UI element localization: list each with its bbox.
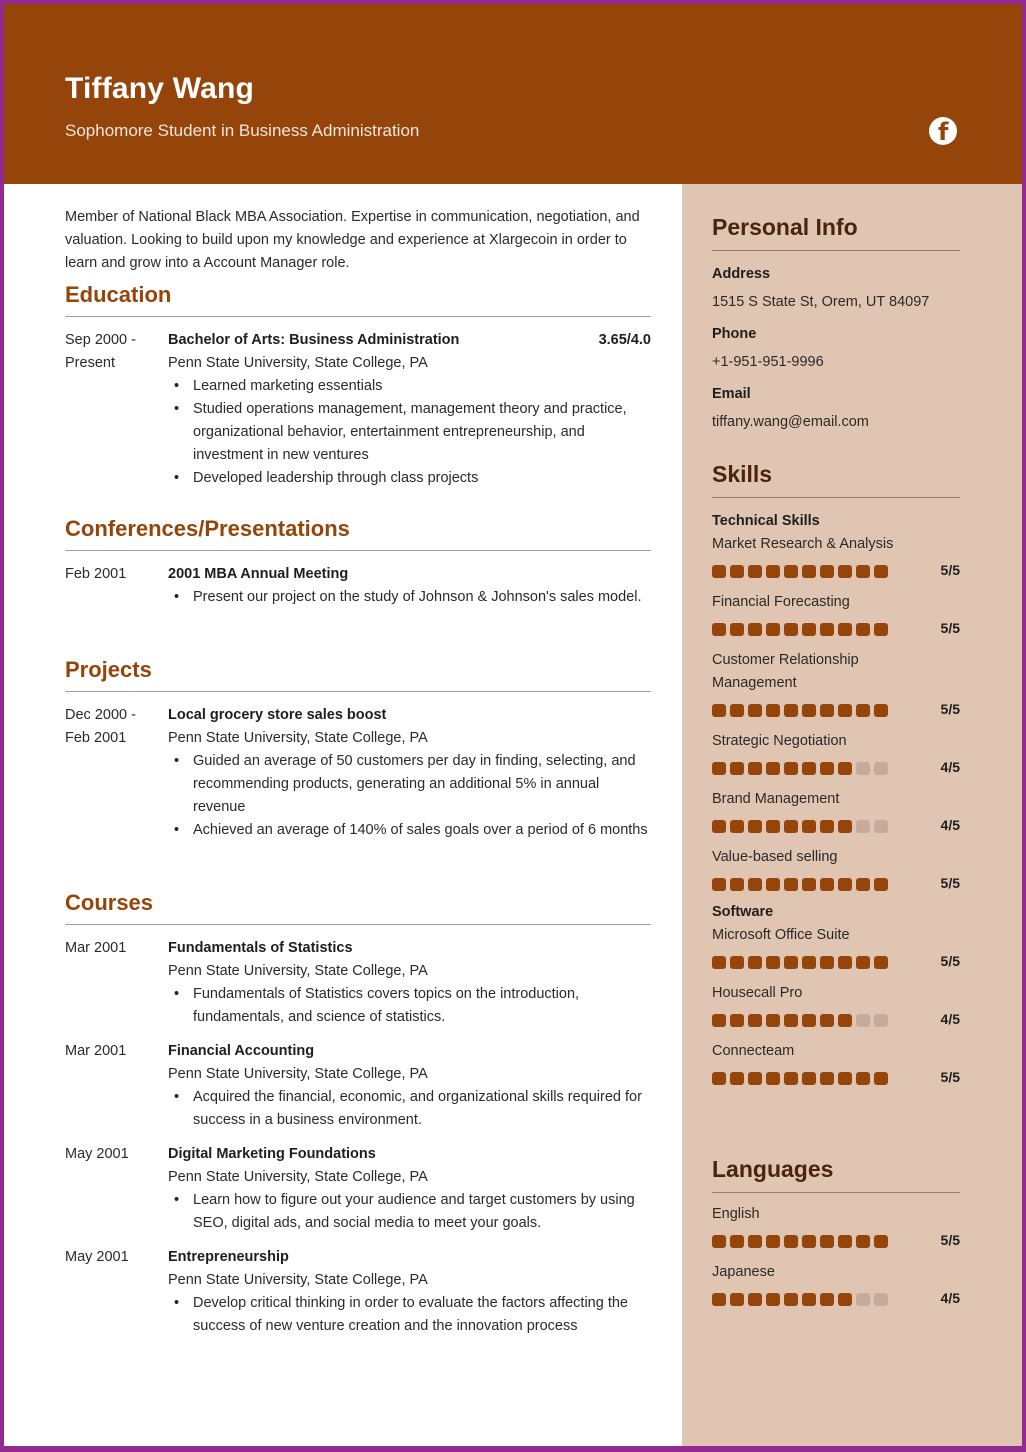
course-entry [65,1040,651,1132]
entry-location: Penn State University, State College, PA [168,1169,428,1185]
skill-name: Strategic Negotiation [712,733,847,749]
rating-dot-filled [748,762,762,775]
skill-rating [712,701,960,719]
rating-dot-filled [712,1014,726,1027]
entry-bullets [168,1086,651,1132]
bullet-item: • Develop critical thinking in order to evaluate the factors affecting the success of new venture creation and the innovation process [168,1292,651,1338]
project-entry [65,704,651,842]
skill-name: English [712,1206,760,1222]
entry-location: Penn State University, State College, PA [168,355,428,371]
skill-item [712,533,960,580]
rating-dot-empty [874,1014,888,1027]
entry-date: Mar 2001 [65,940,127,956]
skill-score: 5/5 [940,953,960,969]
rating-dot-filled [874,565,888,578]
rating-dot-filled [766,623,780,636]
section-title: Education [65,282,172,307]
entry-location: Penn State University, State College, PA [168,730,428,746]
section-divider [712,1192,960,1193]
rating-dot-filled [784,956,798,969]
rating-dots [712,878,888,891]
sidebar [682,184,1022,1446]
entry-title: Fundamentals of Statistics [168,940,353,956]
rating-dot-filled [856,623,870,636]
rating-dot-empty [856,1293,870,1306]
entry-title: Entrepreneurship [168,1249,289,1265]
skill-name: Market Research & Analysis [712,536,894,552]
skill-rating [712,1232,960,1250]
rating-dot-filled [712,762,726,775]
rating-dot-filled [712,820,726,833]
skill-rating [712,562,960,580]
rating-dot-filled [838,1014,852,1027]
rating-dot-filled [838,1293,852,1306]
rating-dot-filled [766,1235,780,1248]
courses-section [65,890,651,1338]
rating-dot-filled [784,820,798,833]
education-entry [65,329,651,490]
rating-dot-filled [730,820,744,833]
rating-dots [712,1235,888,1248]
section-title: Courses [65,890,154,915]
rating-dot-filled [712,1235,726,1248]
bullet-item: • Achieved an average of 140% of sales goals over a period of 6 months [168,819,651,842]
sidebar-section-title: Languages [712,1156,834,1182]
rating-dot-filled [802,565,816,578]
rating-dot-filled [856,878,870,891]
rating-dot-filled [820,762,834,775]
entry-title: Bachelor of Arts: Business Administration [168,332,460,348]
rating-dot-filled [802,878,816,891]
entry-date: Dec 2000 - Feb 2001 [65,707,136,746]
rating-dot-filled [820,704,834,717]
entry-title: Digital Marketing Foundations [168,1146,376,1162]
rating-dot-filled [766,1072,780,1085]
sidebar-section-title: Skills [712,461,773,487]
languages-section [712,1156,960,1308]
rating-dot-filled [784,1235,798,1248]
rating-dot-filled [730,878,744,891]
personal-info-section [712,214,960,431]
rating-dot-filled [802,1293,816,1306]
rating-dot-filled [820,623,834,636]
bullet-item: • Fundamentals of Statistics covers topics on the introduction, fundamentals, and science of statistics. [168,983,651,1029]
rating-dot-filled [784,704,798,717]
skill-name: Housecall Pro [712,985,803,1001]
skill-name: Brand Management [712,791,840,807]
rating-dot-filled [838,1235,852,1248]
rating-dot-filled [730,762,744,775]
address-value: 1515 S State St, Orem, UT 84097 [712,294,930,310]
skill-name: Japanese [712,1264,775,1280]
rating-dot-filled [766,956,780,969]
rating-dot-filled [748,1293,762,1306]
rating-dot-filled [712,1072,726,1085]
rating-dot-filled [766,704,780,717]
rating-dot-filled [874,956,888,969]
rating-dot-filled [802,956,816,969]
rating-dot-filled [784,1293,798,1306]
skill-item [712,982,960,1029]
rating-dot-filled [856,1072,870,1085]
skill-item [712,649,960,719]
skill-rating [712,759,960,777]
rating-dot-filled [802,704,816,717]
rating-dot-empty [874,762,888,775]
skill-rating [712,875,960,893]
rating-dot-filled [712,704,726,717]
rating-dot-filled [712,565,726,578]
entry-location: Penn State University, State College, PA [168,963,428,979]
rating-dot-filled [730,956,744,969]
entry-gpa: 3.65/4.0 [598,332,651,348]
rating-dot-filled [856,565,870,578]
rating-dot-filled [802,1235,816,1248]
entry-bullets [168,375,651,490]
rating-dot-filled [748,623,762,636]
skill-score: 4/5 [940,1011,960,1027]
rating-dot-filled [730,1235,744,1248]
rating-dot-filled [838,565,852,578]
rating-dot-filled [748,1072,762,1085]
section-divider [65,924,651,925]
candidate-name: Tiffany Wang [65,72,255,105]
rating-dot-filled [730,1072,744,1085]
rating-dots [712,820,888,833]
entry-bullets [168,983,651,1029]
conference-entry [65,563,651,609]
rating-dot-empty [856,1014,870,1027]
rating-dot-filled [820,565,834,578]
resume-header [4,4,1022,184]
skill-score: 5/5 [940,875,960,891]
skill-rating [712,1069,960,1087]
skill-item [712,924,960,971]
skills-section [712,461,960,1087]
bullet-item: • Guided an average of 50 customers per day in finding, selecting, and recommending products, generating an additional 5% in annual revenue [168,750,651,819]
rating-dot-filled [748,1235,762,1248]
skill-score: 4/5 [940,817,960,833]
education-section [65,282,651,490]
skill-name: Microsoft Office Suite [712,927,850,943]
rating-dot-filled [730,704,744,717]
skill-score: 5/5 [940,701,960,717]
course-entry [65,937,651,1029]
entry-location: Penn State University, State College, PA [168,1272,428,1288]
skill-item [712,788,960,835]
entry-title: 2001 MBA Annual Meeting [168,566,349,582]
skill-group-heading: Software [712,904,774,920]
rating-dot-filled [712,956,726,969]
skill-item [712,1040,960,1087]
rating-dot-filled [838,820,852,833]
rating-dots [712,762,888,775]
projects-section [65,657,651,842]
rating-dot-filled [856,1235,870,1248]
entry-location: Penn State University, State College, PA [168,1066,428,1082]
skill-name: Customer Relationship Management [712,652,859,691]
facebook-icon[interactable]: f [929,117,957,145]
bullet-item: • Developed leadership through class projects [168,467,651,490]
skill-group-heading: Technical Skills [712,513,820,529]
skill-item [712,1261,960,1308]
rating-dot-filled [874,623,888,636]
rating-dot-filled [838,762,852,775]
rating-dot-filled [838,704,852,717]
bullet-item: • Learn how to figure out your audience and target customers by using SEO, digital ads, and social media to meet your goals. [168,1189,651,1235]
rating-dot-filled [820,878,834,891]
sidebar-section-title: Personal Info [712,214,858,240]
skill-score: 5/5 [940,620,960,636]
rating-dot-filled [766,565,780,578]
rating-dot-filled [820,1293,834,1306]
rating-dot-filled [820,1235,834,1248]
rating-dot-empty [874,1293,888,1306]
rating-dot-filled [802,623,816,636]
address-label: Address [712,266,771,282]
rating-dot-filled [730,1014,744,1027]
skill-score: 4/5 [940,759,960,775]
candidate-title: Sophomore Student in Business Administration [65,121,420,140]
rating-dot-filled [748,565,762,578]
rating-dots [712,1293,888,1306]
course-entry [65,1246,651,1338]
summary-text: Member of National Black MBA Association. Expertise in communication, negotiation, and valuation. Looking to build upon my knowledge and experience at Xlargecoin in order to learn and grow into a Account Manager role. [65,209,640,271]
entry-date: Sep 2000 - Present [65,332,136,371]
rating-dot-filled [748,878,762,891]
bullet-item: • Acquired the financial, economic, and organizational skills required for success in a business environment. [168,1086,651,1132]
rating-dots [712,704,888,717]
rating-dot-filled [820,1072,834,1085]
rating-dot-filled [784,1014,798,1027]
rating-dot-filled [766,1293,780,1306]
entry-bullets [168,1189,651,1235]
entry-date: Feb 2001 [65,566,127,582]
section-divider [712,250,960,251]
rating-dot-filled [802,1072,816,1085]
email-value[interactable]: tiffany.wang@email.com [712,414,869,430]
rating-dot-empty [856,762,870,775]
rating-dot-filled [766,762,780,775]
rating-dot-filled [802,1014,816,1027]
rating-dot-filled [730,1293,744,1306]
skill-rating [712,817,960,835]
rating-dot-filled [784,623,798,636]
bullet-item: • Learned marketing essentials [168,375,651,398]
rating-dot-filled [712,1293,726,1306]
skill-rating [712,953,960,971]
rating-dot-filled [820,956,834,969]
skill-score: 4/5 [940,1290,960,1306]
rating-dot-filled [802,820,816,833]
bullet-item: • Present our project on the study of Johnson & Johnson's sales model. [168,586,651,609]
rating-dot-filled [766,1014,780,1027]
rating-dot-filled [838,878,852,891]
rating-dot-filled [802,762,816,775]
rating-dot-filled [712,623,726,636]
rating-dot-filled [784,762,798,775]
skill-name: Value-based selling [712,849,838,865]
skill-score: 5/5 [940,1232,960,1248]
rating-dot-filled [838,956,852,969]
rating-dot-filled [856,704,870,717]
rating-dot-filled [784,878,798,891]
skill-item [712,846,960,893]
entry-date: May 2001 [65,1146,129,1162]
rating-dot-filled [820,820,834,833]
rating-dot-filled [784,565,798,578]
skill-groups [712,512,960,1087]
entry-bullets [168,586,651,609]
rating-dots [712,565,888,578]
rating-dot-filled [838,1072,852,1085]
section-divider [65,691,651,692]
rating-dot-filled [874,1072,888,1085]
phone-value: +1-951-951-9996 [712,354,824,370]
entry-title: Local grocery store sales boost [168,707,387,723]
rating-dot-empty [856,820,870,833]
skill-score: 5/5 [940,1069,960,1085]
rating-dot-filled [712,878,726,891]
rating-dot-filled [820,1014,834,1027]
rating-dots [712,956,888,969]
rating-dot-filled [874,704,888,717]
rating-dot-filled [856,956,870,969]
rating-dot-empty [874,820,888,833]
entry-title: Financial Accounting [168,1043,315,1059]
rating-dot-filled [748,704,762,717]
language-list [712,1203,960,1308]
entry-bullets [168,1292,651,1338]
rating-dots [712,623,888,636]
phone-label: Phone [712,326,757,342]
rating-dot-filled [748,820,762,833]
rating-dot-filled [748,956,762,969]
course-entry [65,1143,651,1235]
conferences-section [65,516,651,609]
rating-dot-filled [874,1235,888,1248]
rating-dot-filled [784,1072,798,1085]
skill-item [712,730,960,777]
skill-rating [712,1290,960,1308]
entry-bullets [168,750,651,842]
bullet-item: • Studied operations management, management theory and practice, organizational behavior, entertainment entrepreneurship, and investment in new ventures [168,398,651,467]
section-title: Projects [65,657,152,682]
skill-name: Financial Forecasting [712,594,850,610]
skill-score: 5/5 [940,562,960,578]
section-divider [712,497,960,498]
rating-dot-filled [874,878,888,891]
skill-name: Connecteam [712,1043,795,1059]
skill-rating [712,1011,960,1029]
section-title: Conferences/Presentations [65,516,350,541]
skill-item [712,1203,960,1250]
entry-date: Mar 2001 [65,1043,127,1059]
email-label: Email [712,386,751,402]
rating-dot-filled [766,878,780,891]
entry-date: May 2001 [65,1249,129,1265]
skill-rating [712,620,960,638]
rating-dots [712,1072,888,1085]
section-divider [65,316,651,317]
rating-dot-filled [748,1014,762,1027]
rating-dots [712,1014,888,1027]
rating-dot-filled [838,623,852,636]
skill-item [712,591,960,638]
section-divider [65,550,651,551]
resume-page [4,4,1022,1446]
rating-dot-filled [766,820,780,833]
rating-dot-filled [730,565,744,578]
rating-dot-filled [730,623,744,636]
